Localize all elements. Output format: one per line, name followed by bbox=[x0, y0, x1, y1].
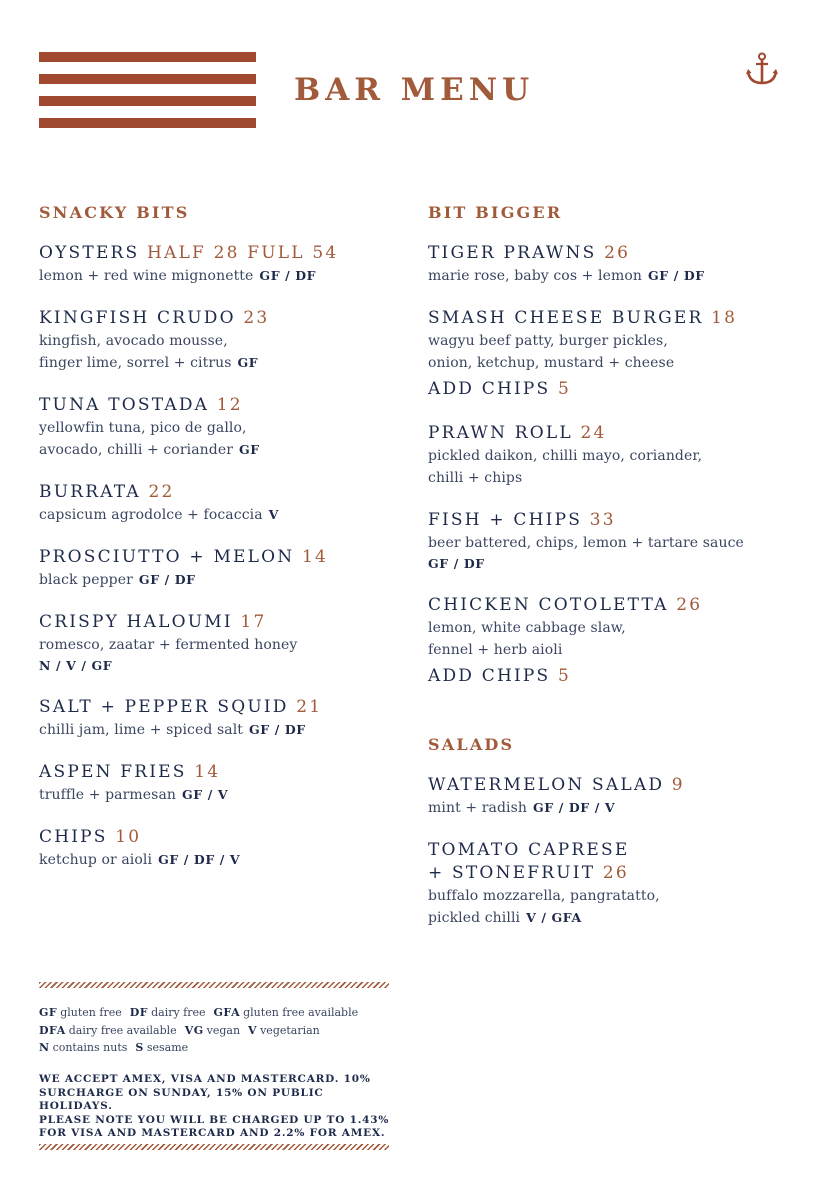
item-name bbox=[39, 242, 419, 265]
description-line: kingfish, avocado mousse, bbox=[39, 333, 228, 349]
column-left bbox=[39, 203, 419, 891]
item-title: PRAWN ROLL bbox=[428, 423, 573, 443]
legend-text: vegan bbox=[206, 1023, 241, 1037]
item-name bbox=[39, 761, 419, 784]
menu-item bbox=[39, 546, 419, 591]
dietary-tags: GF / DF / V bbox=[533, 800, 616, 815]
item-title: PROSCIUTTO + MELON bbox=[39, 547, 295, 567]
dietary-tags: N / V / GF bbox=[39, 658, 113, 673]
menu-item bbox=[428, 307, 808, 402]
menu-item bbox=[39, 481, 419, 526]
item-price: 17 bbox=[240, 612, 267, 632]
stripe bbox=[39, 52, 256, 62]
add-on bbox=[428, 376, 808, 402]
legend-text: vegetarian bbox=[260, 1023, 320, 1037]
menu-item bbox=[39, 611, 419, 676]
payment-line: FOR VISA AND MASTERCARD AND 2.2% FOR AMEX. bbox=[39, 1127, 386, 1139]
description-line: marie rose, baby cos + lemon bbox=[428, 268, 643, 284]
legend-code: DFA bbox=[39, 1023, 66, 1037]
item-name bbox=[428, 774, 808, 797]
item-description bbox=[39, 784, 419, 806]
payment-line: PLEASE NOTE YOU WILL BE CHARGED UP TO 1.43% bbox=[39, 1113, 390, 1126]
legend-code: VG bbox=[184, 1023, 204, 1037]
item-price: 22 bbox=[148, 482, 175, 502]
stripe bbox=[39, 96, 256, 106]
salads-section bbox=[428, 735, 808, 929]
legend-entry bbox=[39, 1024, 177, 1037]
legend-text: dairy free available bbox=[68, 1023, 177, 1037]
section-heading-snacky-bits: SNACKY BITS bbox=[39, 203, 190, 222]
legend-entry bbox=[39, 1006, 122, 1019]
description-line: beer battered, chips, lemon + tartare sauce bbox=[428, 535, 744, 551]
item-price: 23 bbox=[243, 308, 270, 328]
item-title: KINGFISH CRUDO bbox=[39, 308, 236, 328]
dietary-tags: GF / DF bbox=[138, 572, 196, 587]
description-line: pickled chilli bbox=[428, 910, 521, 926]
add-on-label: ADD CHIPS bbox=[428, 379, 551, 399]
item-title: FISH + CHIPS bbox=[428, 510, 583, 530]
item-title: WATERMELON SALAD bbox=[428, 775, 665, 795]
item-price: 9 bbox=[671, 775, 685, 795]
legend-code: S bbox=[135, 1041, 144, 1054]
description-line: avocado, chilli + coriander bbox=[39, 442, 234, 458]
description-line: truffle + parmesan bbox=[39, 787, 177, 803]
menu-item bbox=[39, 826, 419, 871]
page-title: BAR MENU bbox=[294, 72, 535, 108]
description-line: wagyu beef patty, burger pickles, bbox=[428, 333, 668, 349]
item-title: OYSTERS bbox=[39, 243, 140, 263]
menu-item bbox=[428, 509, 808, 574]
payment-line: SURCHARGE ON SUNDAY, 15% ON PUBLIC HOLIDAYS. bbox=[39, 1086, 324, 1112]
item-description bbox=[39, 569, 419, 591]
item-price: 14 bbox=[301, 547, 329, 567]
legend-text: dairy free bbox=[151, 1006, 206, 1019]
item-description bbox=[39, 849, 419, 871]
description-line: fennel + herb aioli bbox=[428, 642, 563, 658]
divider bbox=[39, 1144, 389, 1150]
item-title: ASPEN FRIES bbox=[39, 762, 187, 782]
dietary-tags: V / GFA bbox=[526, 910, 582, 925]
stripe bbox=[39, 74, 256, 84]
item-description bbox=[39, 719, 419, 741]
add-on bbox=[428, 663, 808, 689]
item-name bbox=[428, 594, 808, 617]
item-name bbox=[39, 546, 419, 569]
description-line: onion, ketchup, mustard + cheese bbox=[428, 355, 675, 371]
payment-line: WE ACCEPT AMEX, VISA AND MASTERCARD. 10% bbox=[39, 1073, 371, 1085]
dietary-tags: GF / DF bbox=[259, 268, 317, 283]
legend-entry bbox=[130, 1006, 206, 1019]
anchor-icon bbox=[745, 52, 779, 88]
menu-item bbox=[39, 761, 419, 806]
legend-entry bbox=[248, 1024, 320, 1037]
menu-item bbox=[428, 594, 808, 689]
menu-item bbox=[39, 242, 419, 287]
add-on-price: 5 bbox=[557, 666, 572, 686]
item-description bbox=[428, 885, 808, 929]
legend-code: DF bbox=[129, 1006, 149, 1019]
menu-item bbox=[39, 394, 419, 461]
header-stripes bbox=[39, 52, 256, 140]
item-name bbox=[39, 307, 419, 330]
description-line: romesco, zaatar + fermented honey bbox=[39, 637, 298, 653]
item-price: 10 bbox=[115, 827, 142, 847]
item-description bbox=[39, 330, 419, 374]
legend-text: sesame bbox=[146, 1041, 189, 1054]
item-price: 26 bbox=[676, 595, 703, 615]
menu-item bbox=[39, 696, 419, 741]
item-title: BURRATA bbox=[39, 482, 141, 502]
bit-bigger-list bbox=[428, 242, 808, 689]
item-price: 14 bbox=[194, 762, 221, 782]
item-price: 33 bbox=[589, 510, 616, 530]
dietary-tags: GF bbox=[239, 442, 260, 457]
section-heading-salads: SALADS bbox=[428, 735, 515, 754]
item-name bbox=[39, 394, 419, 417]
menu-item bbox=[428, 839, 808, 929]
divider bbox=[39, 982, 389, 988]
legend-code: GF bbox=[39, 1006, 58, 1019]
dietary-tags: V bbox=[268, 507, 279, 522]
menu-item bbox=[428, 774, 808, 819]
description-line: yellowfin tuna, pico de gallo, bbox=[39, 420, 247, 436]
item-price: HALF 28 FULL 54 bbox=[147, 243, 339, 263]
item-name bbox=[39, 696, 419, 719]
item-name bbox=[39, 611, 419, 634]
item-title: TUNA TOSTADA bbox=[39, 395, 210, 415]
description-line: ketchup or aioli bbox=[39, 852, 153, 868]
legend-entry bbox=[39, 1041, 127, 1054]
description-line: chilli + chips bbox=[428, 470, 523, 486]
dietary-tags: GF / DF bbox=[249, 722, 306, 737]
description-line: buffalo mozzarella, pangratatto, bbox=[428, 888, 660, 904]
item-description bbox=[428, 330, 808, 374]
item-description bbox=[428, 617, 808, 661]
item-name bbox=[428, 509, 808, 532]
item-name bbox=[428, 307, 808, 330]
item-name bbox=[428, 242, 808, 265]
legend-entry bbox=[185, 1024, 240, 1037]
item-description bbox=[39, 417, 419, 461]
menu-item bbox=[428, 422, 808, 489]
item-title: CHIPS bbox=[39, 827, 108, 847]
item-price: 26 bbox=[604, 243, 631, 263]
item-description bbox=[428, 445, 808, 489]
item-name bbox=[39, 481, 419, 504]
description-line: black pepper bbox=[39, 572, 133, 588]
legend-entry bbox=[135, 1041, 188, 1054]
item-price: 26 bbox=[602, 863, 629, 883]
payment-notice bbox=[39, 1073, 399, 1141]
description-line: capsicum agrodolce + focaccia bbox=[39, 507, 263, 523]
add-on-price: 5 bbox=[557, 379, 572, 399]
legend-code: GFA bbox=[213, 1006, 241, 1019]
description-line: mint + radish bbox=[428, 800, 528, 816]
item-description bbox=[39, 504, 419, 526]
item-title: TIGER PRAWNS bbox=[428, 243, 597, 263]
add-on-label: ADD CHIPS bbox=[428, 666, 551, 686]
dietary-tags: GF / V bbox=[182, 787, 229, 802]
item-title: SMASH CHEESE BURGER bbox=[428, 308, 704, 328]
item-name bbox=[428, 839, 808, 885]
menu-item bbox=[39, 307, 419, 374]
item-description bbox=[428, 265, 808, 287]
legend-row bbox=[39, 1039, 399, 1057]
description-line: finger lime, sorrel + citrus bbox=[39, 355, 232, 371]
item-description bbox=[428, 797, 808, 819]
legend-code: V bbox=[248, 1023, 258, 1037]
description-line: lemon + red wine mignonette bbox=[39, 268, 254, 284]
description-line: lemon, white cabbage slaw, bbox=[428, 620, 626, 636]
dietary-tags: GF / DF bbox=[648, 268, 705, 283]
item-price: 12 bbox=[216, 395, 243, 415]
dietary-tags: GF bbox=[237, 355, 259, 370]
salads-list bbox=[428, 774, 808, 929]
dietary-tags: GF / DF / V bbox=[158, 852, 241, 867]
description-line: pickled daikon, chilli mayo, coriander, bbox=[428, 448, 703, 464]
item-description bbox=[39, 265, 419, 287]
item-name bbox=[428, 422, 808, 445]
item-title: CRISPY HALOUMI bbox=[39, 612, 233, 632]
dietary-tags: GF / DF bbox=[428, 556, 485, 571]
item-price: 18 bbox=[711, 308, 738, 328]
item-title: CHICKEN COTOLETTA bbox=[428, 595, 669, 615]
item-title-line-2: + STONEFRUIT bbox=[428, 863, 596, 883]
legend-text: contains nuts bbox=[52, 1041, 128, 1054]
legend-row bbox=[39, 1004, 399, 1022]
item-price: 21 bbox=[296, 697, 323, 717]
item-description bbox=[39, 634, 419, 676]
stripe bbox=[39, 118, 256, 128]
legend-text: gluten free bbox=[60, 1006, 122, 1019]
description-line: chilli jam, lime + spiced salt bbox=[39, 722, 244, 738]
dietary-legend bbox=[39, 1004, 399, 1057]
legend-text: gluten free available bbox=[243, 1006, 359, 1019]
menu-item bbox=[428, 242, 808, 287]
item-title: SALT + PEPPER SQUID bbox=[39, 697, 289, 717]
item-name bbox=[39, 826, 419, 849]
item-price: 24 bbox=[580, 423, 607, 443]
item-description bbox=[428, 532, 808, 574]
snacky-bits-list bbox=[39, 242, 419, 871]
legend-code: N bbox=[39, 1041, 50, 1054]
legend-entry bbox=[214, 1006, 359, 1019]
column-right bbox=[428, 203, 808, 949]
item-title: TOMATO CAPRESE bbox=[428, 840, 630, 860]
legend-row bbox=[39, 1022, 399, 1040]
section-heading-bit-bigger: BIT BIGGER bbox=[428, 203, 563, 222]
